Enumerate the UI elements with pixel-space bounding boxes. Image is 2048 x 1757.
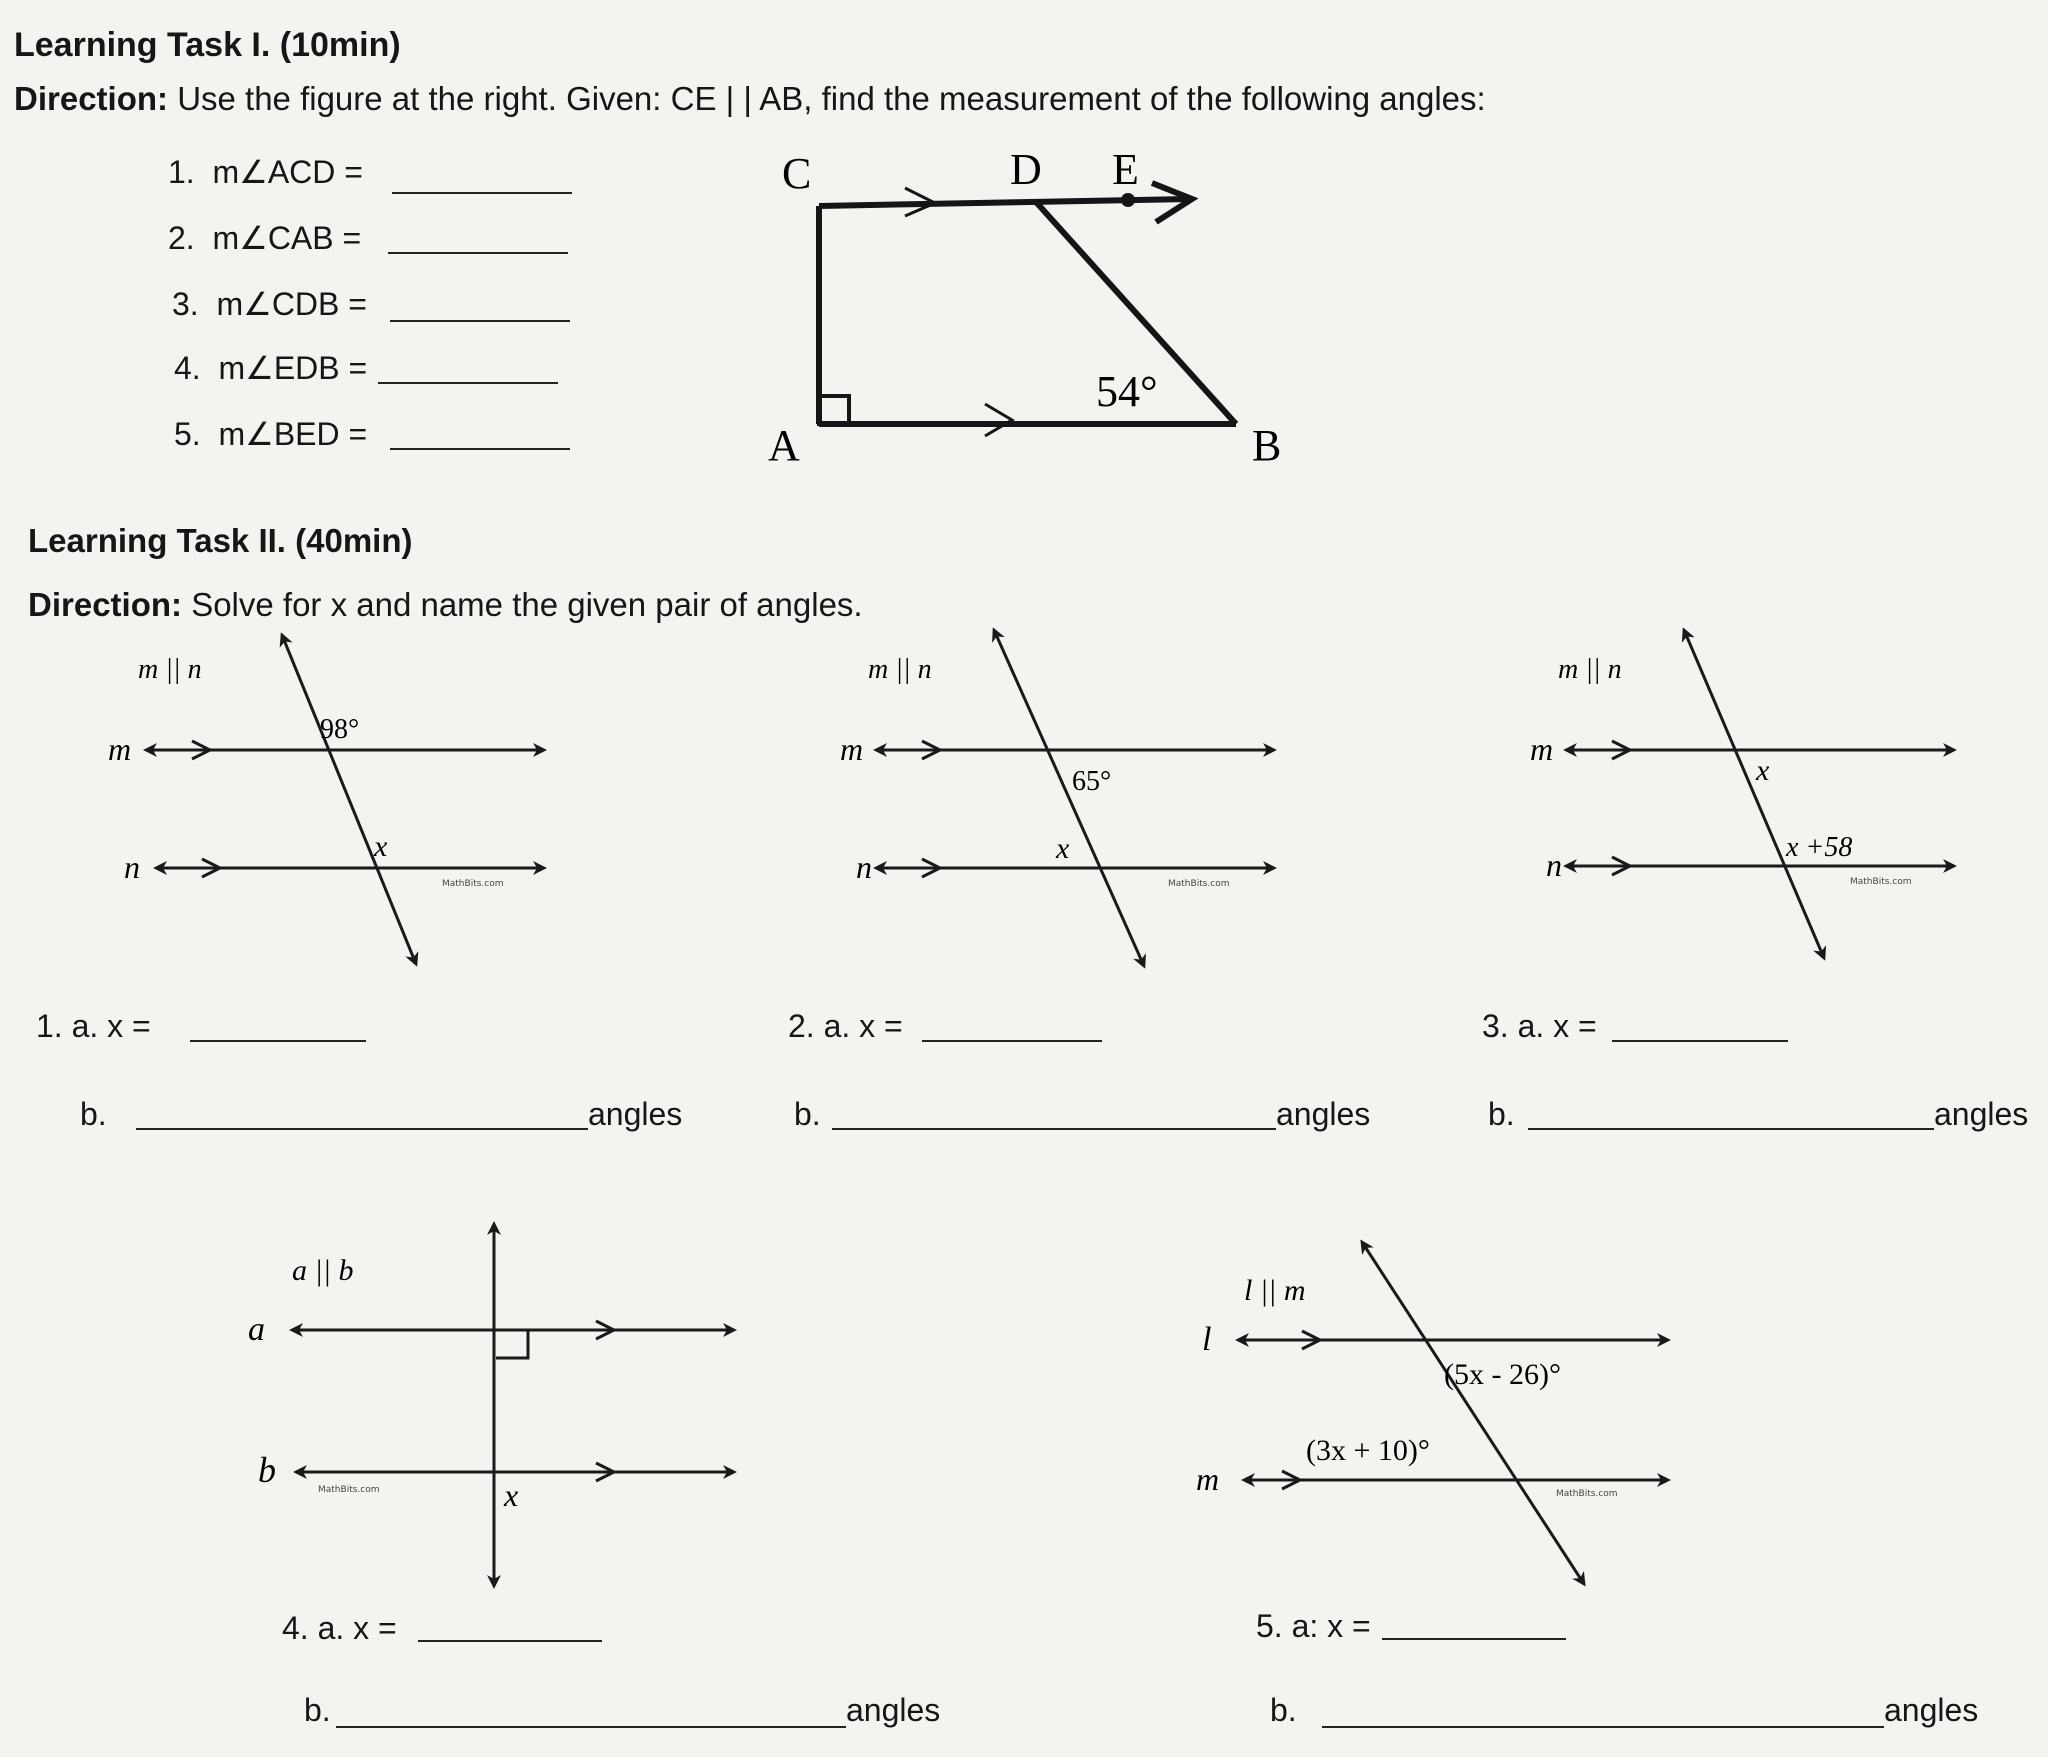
p5-line-l-label: l xyxy=(1202,1321,1212,1358)
item-expression: m∠BED = xyxy=(218,416,368,452)
p5-answer-a-label: 5. a: x = xyxy=(1256,1608,1371,1644)
p2-parallel-label: m || n xyxy=(868,654,932,685)
task1-title: Learning Task I. (10min) xyxy=(14,26,401,64)
p4-answer-b-label: b. xyxy=(304,1692,331,1728)
p4-angle-x: x xyxy=(504,1477,519,1513)
p5-line-m-label: m xyxy=(1196,1461,1220,1497)
p1-answer-b-blank[interactable] xyxy=(136,1128,588,1130)
p5-answer-a-blank[interactable] xyxy=(1382,1638,1566,1640)
p2-answer-b-label: b. xyxy=(794,1096,821,1132)
p2-answer-a-label: 2. a. x = xyxy=(788,1008,903,1044)
angle-label-54: 54° xyxy=(1096,367,1158,416)
p3-parallel-label: m || n xyxy=(1558,654,1622,685)
p2-watermark: MathBits.com xyxy=(1168,879,1230,889)
p3-line-n-label: n xyxy=(1546,847,1562,883)
p2-angle-65: 65° xyxy=(1072,766,1112,797)
transversal xyxy=(1362,1242,1584,1584)
p2-angles-label: angles xyxy=(1276,1096,1371,1132)
p4-watermark: MathBits.com xyxy=(318,1485,380,1495)
p1-answer-b-label: b. xyxy=(80,1096,107,1132)
p3-angle-x: x xyxy=(1756,754,1770,787)
item-expression: m∠EDB = xyxy=(218,350,368,386)
item-expression: m∠CDB = xyxy=(216,286,367,322)
p2-line-n-label: n xyxy=(856,849,872,885)
label-b: B xyxy=(1252,421,1282,470)
p4-line-b-label: b xyxy=(258,1450,276,1490)
item-number: 3. xyxy=(172,286,199,322)
p5-watermark: MathBits.com xyxy=(1556,1489,1618,1499)
p3-answer-a-blank[interactable] xyxy=(1612,1040,1788,1042)
p1-angle-x: x xyxy=(374,830,388,863)
task1-direction-text: Use the figure at the right. Given: CE | | AB, find the measurement of the following angles: xyxy=(177,80,1486,117)
p4-answer-b-blank[interactable] xyxy=(336,1726,846,1728)
label-c: C xyxy=(782,149,812,198)
p5-angle-3x-10: (3x + 10)° xyxy=(1306,1434,1430,1467)
p3-watermark: MathBits.com xyxy=(1850,877,1912,887)
p3-answer-b-label: b. xyxy=(1488,1096,1515,1132)
item-number: 5. xyxy=(174,416,201,452)
p1-line-n-label: n xyxy=(124,849,140,885)
transversal xyxy=(1684,630,1824,958)
p5-angle-5x-26: (5x - 26)° xyxy=(1444,1358,1561,1391)
p1-parallel-label: m || n xyxy=(138,654,202,685)
p4-answer-a-label: 4. a. x = xyxy=(282,1610,397,1646)
p3-angles-label: angles xyxy=(1934,1096,2029,1132)
item-expression: m∠ACD = xyxy=(212,154,363,190)
p4-parallel-label: a || b xyxy=(292,1254,354,1287)
transversal xyxy=(282,635,416,964)
p2-line-m-label: m xyxy=(840,731,864,767)
p1-watermark: MathBits.com xyxy=(442,879,504,889)
task2-direction-label: Direction: xyxy=(28,586,183,623)
p4-angles-label: angles xyxy=(846,1692,941,1728)
p1-answer-a-label: 1. a. x = xyxy=(36,1008,151,1044)
right-angle-mark xyxy=(496,1330,528,1358)
item-number: 2. xyxy=(168,220,195,256)
p2-angle-x: x xyxy=(1056,832,1070,865)
p2-answer-b-blank[interactable] xyxy=(832,1128,1276,1130)
p5-parallel-label: l || m xyxy=(1244,1274,1306,1307)
label-d: D xyxy=(1010,145,1042,194)
p5-angles-label: angles xyxy=(1884,1692,1979,1728)
task2-title: Learning Task II. (40min) xyxy=(28,522,413,559)
label-a: A xyxy=(768,421,800,470)
task1-direction-label: Direction: xyxy=(14,80,169,117)
transversal xyxy=(994,630,1144,966)
p3-angle-x-plus-58: x +58 xyxy=(1786,832,1853,863)
problem-2-figure xyxy=(876,630,1274,966)
p5-answer-b-label: b. xyxy=(1270,1692,1297,1728)
p3-answer-b-blank[interactable] xyxy=(1528,1128,1934,1130)
problem-3-figure xyxy=(1566,630,1954,958)
p1-angle-98: 98° xyxy=(320,714,360,745)
item-number: 1. xyxy=(168,154,195,190)
p4-line-a-label: a xyxy=(248,1311,265,1348)
problem-1-figure xyxy=(146,635,544,964)
p2-answer-a-blank[interactable] xyxy=(922,1040,1102,1042)
p3-answer-a-label: 3. a. x = xyxy=(1482,1008,1597,1044)
p1-line-m-label: m xyxy=(108,731,132,767)
item-number: 4. xyxy=(174,350,201,386)
p1-answer-a-blank[interactable] xyxy=(190,1040,366,1042)
problem-4-figure xyxy=(292,1224,734,1586)
label-e: E xyxy=(1112,145,1139,194)
p5-answer-b-blank[interactable] xyxy=(1322,1726,1884,1728)
item-expression: m∠CAB = xyxy=(212,220,362,256)
p1-angles-label: angles xyxy=(588,1096,683,1132)
p4-answer-a-blank[interactable] xyxy=(418,1640,602,1642)
task2-direction-text: Solve for x and name the given pair of angles. xyxy=(191,586,863,623)
p3-line-m-label: m xyxy=(1530,731,1554,767)
